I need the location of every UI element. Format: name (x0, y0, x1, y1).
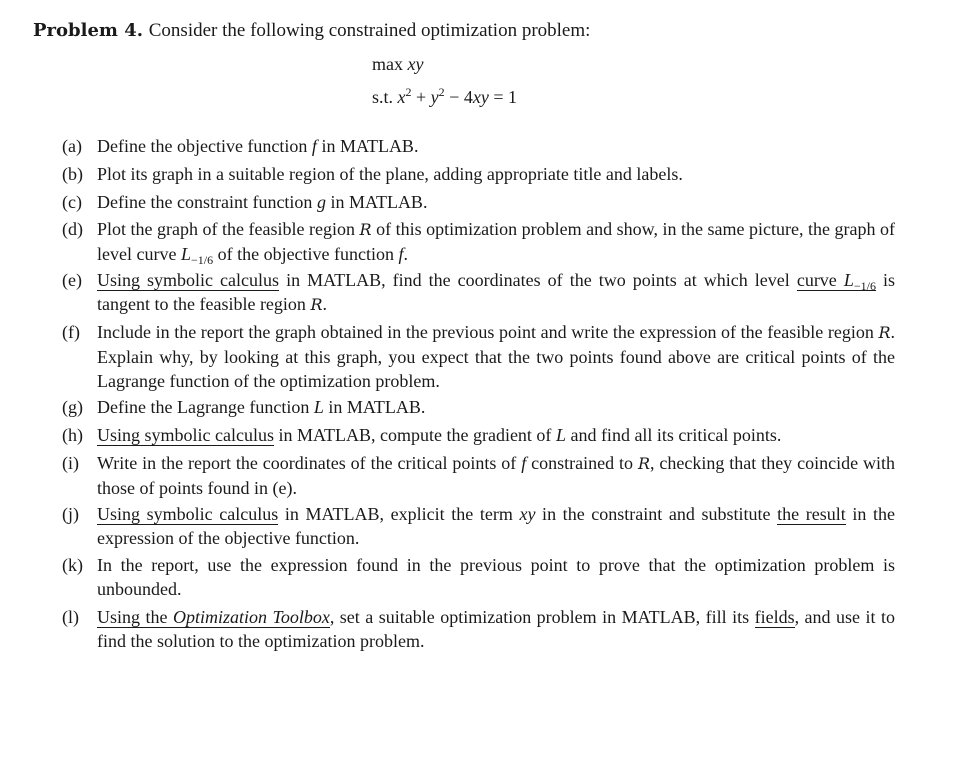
constraint-rhs: = 1 (488, 87, 517, 107)
math-f: f (311, 136, 317, 156)
math-xy: xy (519, 504, 536, 524)
item-text-part: in the constraint and substitute (535, 504, 778, 524)
item-letter: (f) (62, 322, 80, 342)
item-text-part: , and use it to find the solution to the optimization problem. (97, 607, 895, 651)
math-lagrangian: L (313, 397, 324, 417)
objective-expression: xy (407, 54, 424, 74)
constraint-x: x (397, 87, 406, 107)
item-text-part: , set a suitable optimization problem in MATLAB, fill its (329, 607, 755, 627)
item-text-part: of this optimization problem and show, in the same picture, the graph of level curve (97, 219, 895, 264)
item-text-part: in MATLAB, explicit the term (278, 504, 520, 524)
math-level-subscript: −1/6 (853, 279, 876, 293)
item-text (97, 162, 895, 186)
item-text-part: in MATLAB. (316, 136, 419, 156)
item-letter: (e) (62, 270, 82, 290)
item-text (97, 395, 895, 419)
problem-heading (33, 19, 590, 43)
item-text-part: in MATLAB. (325, 192, 428, 212)
item-text (97, 320, 895, 393)
item-text-part: Write in the report the coordinates of the critical points of (97, 453, 522, 473)
constraint-minus: − 4 (444, 87, 473, 107)
item-text-part: and find all its critical points. (565, 425, 782, 445)
math-lagrangian: L (555, 425, 566, 445)
underlined-phrase (97, 607, 330, 628)
underlined-phrase: the result (777, 504, 846, 524)
item-text-part: of the objective function (213, 244, 399, 264)
underlined-phrase: fields (754, 607, 795, 627)
item-text-part: Include in the report the graph obtained in the previous point and write the expression of the feasible region (97, 322, 879, 342)
item-text (97, 605, 895, 653)
item-letter: (a) (62, 136, 82, 156)
item-text-part: in MATLAB, find the coordinates of the two points at which level (279, 270, 797, 290)
math-level-subscript: −1/6 (190, 253, 214, 267)
math-feasible-region: R (637, 454, 650, 473)
underlined-phrase: Using symbolic calculus (97, 270, 280, 290)
math-f: f (398, 244, 404, 264)
constraint-plus: + (411, 87, 431, 107)
item-text-part: in MATLAB. (323, 397, 426, 417)
item-text (97, 502, 895, 550)
underlined-phrase: Using symbolic calculus (97, 504, 279, 524)
item-text-part: in MATLAB, compute the gradient of (273, 425, 556, 445)
objective-equation (372, 53, 423, 75)
item-letter: (l) (62, 607, 79, 627)
item-text-part: Plot the graph of the feasible region (97, 219, 360, 239)
problem-label: Problem 4. (33, 20, 144, 41)
underlined-phrase (797, 270, 876, 291)
constraint-equation (372, 86, 517, 108)
item-text-part: Using the (97, 607, 173, 627)
constraint-xy: xy (472, 87, 489, 107)
item-text-part: in the expression of the objective function. (97, 504, 896, 548)
math-g: g (316, 192, 326, 212)
item-text-part: Plot its graph in a suitable region of the plane, adding appropriate title and labels. (97, 164, 683, 184)
item-text-part: constrained to (526, 453, 638, 473)
item-letter: (i) (62, 453, 79, 473)
math-level-curve: L (843, 270, 854, 290)
item-text (97, 217, 895, 266)
constraint-exponent-x: 2 (405, 85, 412, 99)
item-letter: (k) (62, 555, 83, 575)
constraint-operator: s.t. (372, 87, 394, 107)
objective-operator: max (372, 54, 403, 74)
item-text (97, 134, 895, 158)
item-text-part: . Explain why, by looking at this graph, you expect that the two points found above are critical points of the Lagrange function of the optimization problem. (97, 322, 895, 391)
math-level-curve: L (180, 244, 191, 264)
item-letter: (b) (62, 164, 83, 184)
item-text-part: Define the constraint function (97, 192, 317, 212)
underlined-phrase: Using symbolic calculus (97, 425, 274, 445)
constraint-y: y (430, 87, 439, 107)
math-feasible-region: R (310, 295, 323, 314)
problem-intro: Consider the following constrained optimization problem: (148, 20, 591, 41)
math-feasible-region: R (878, 323, 891, 342)
item-text-part: Define the Lagrange function (97, 397, 314, 417)
math-feasible-region: R (359, 220, 372, 239)
toolbox-name: Optimization Toolbox (172, 607, 330, 627)
item-letter: (d) (62, 219, 83, 239)
constraint-exponent-y: 2 (438, 85, 445, 99)
item-text-part: curve (796, 270, 844, 290)
item-text-part: is tangent to the feasible region (97, 270, 896, 314)
item-text (97, 423, 895, 447)
item-text (97, 190, 895, 214)
item-text (97, 553, 895, 601)
item-letter: (j) (62, 504, 79, 524)
item-text-part: In the report, use the expression found in the previous point to prove that the optimization problem is unbounded. (97, 555, 895, 599)
item-text (97, 451, 895, 500)
item-text (97, 268, 895, 317)
item-text-part: Define the objective function (97, 136, 312, 156)
item-text-part: . (403, 244, 409, 264)
item-letter: (g) (62, 397, 83, 417)
item-letter: (h) (62, 425, 83, 445)
item-text-part: . (322, 294, 327, 314)
math-f: f (521, 453, 527, 473)
item-text-part: , checking that they coincide with those of points found in (e). (97, 453, 895, 498)
item-letter: (c) (62, 192, 82, 212)
